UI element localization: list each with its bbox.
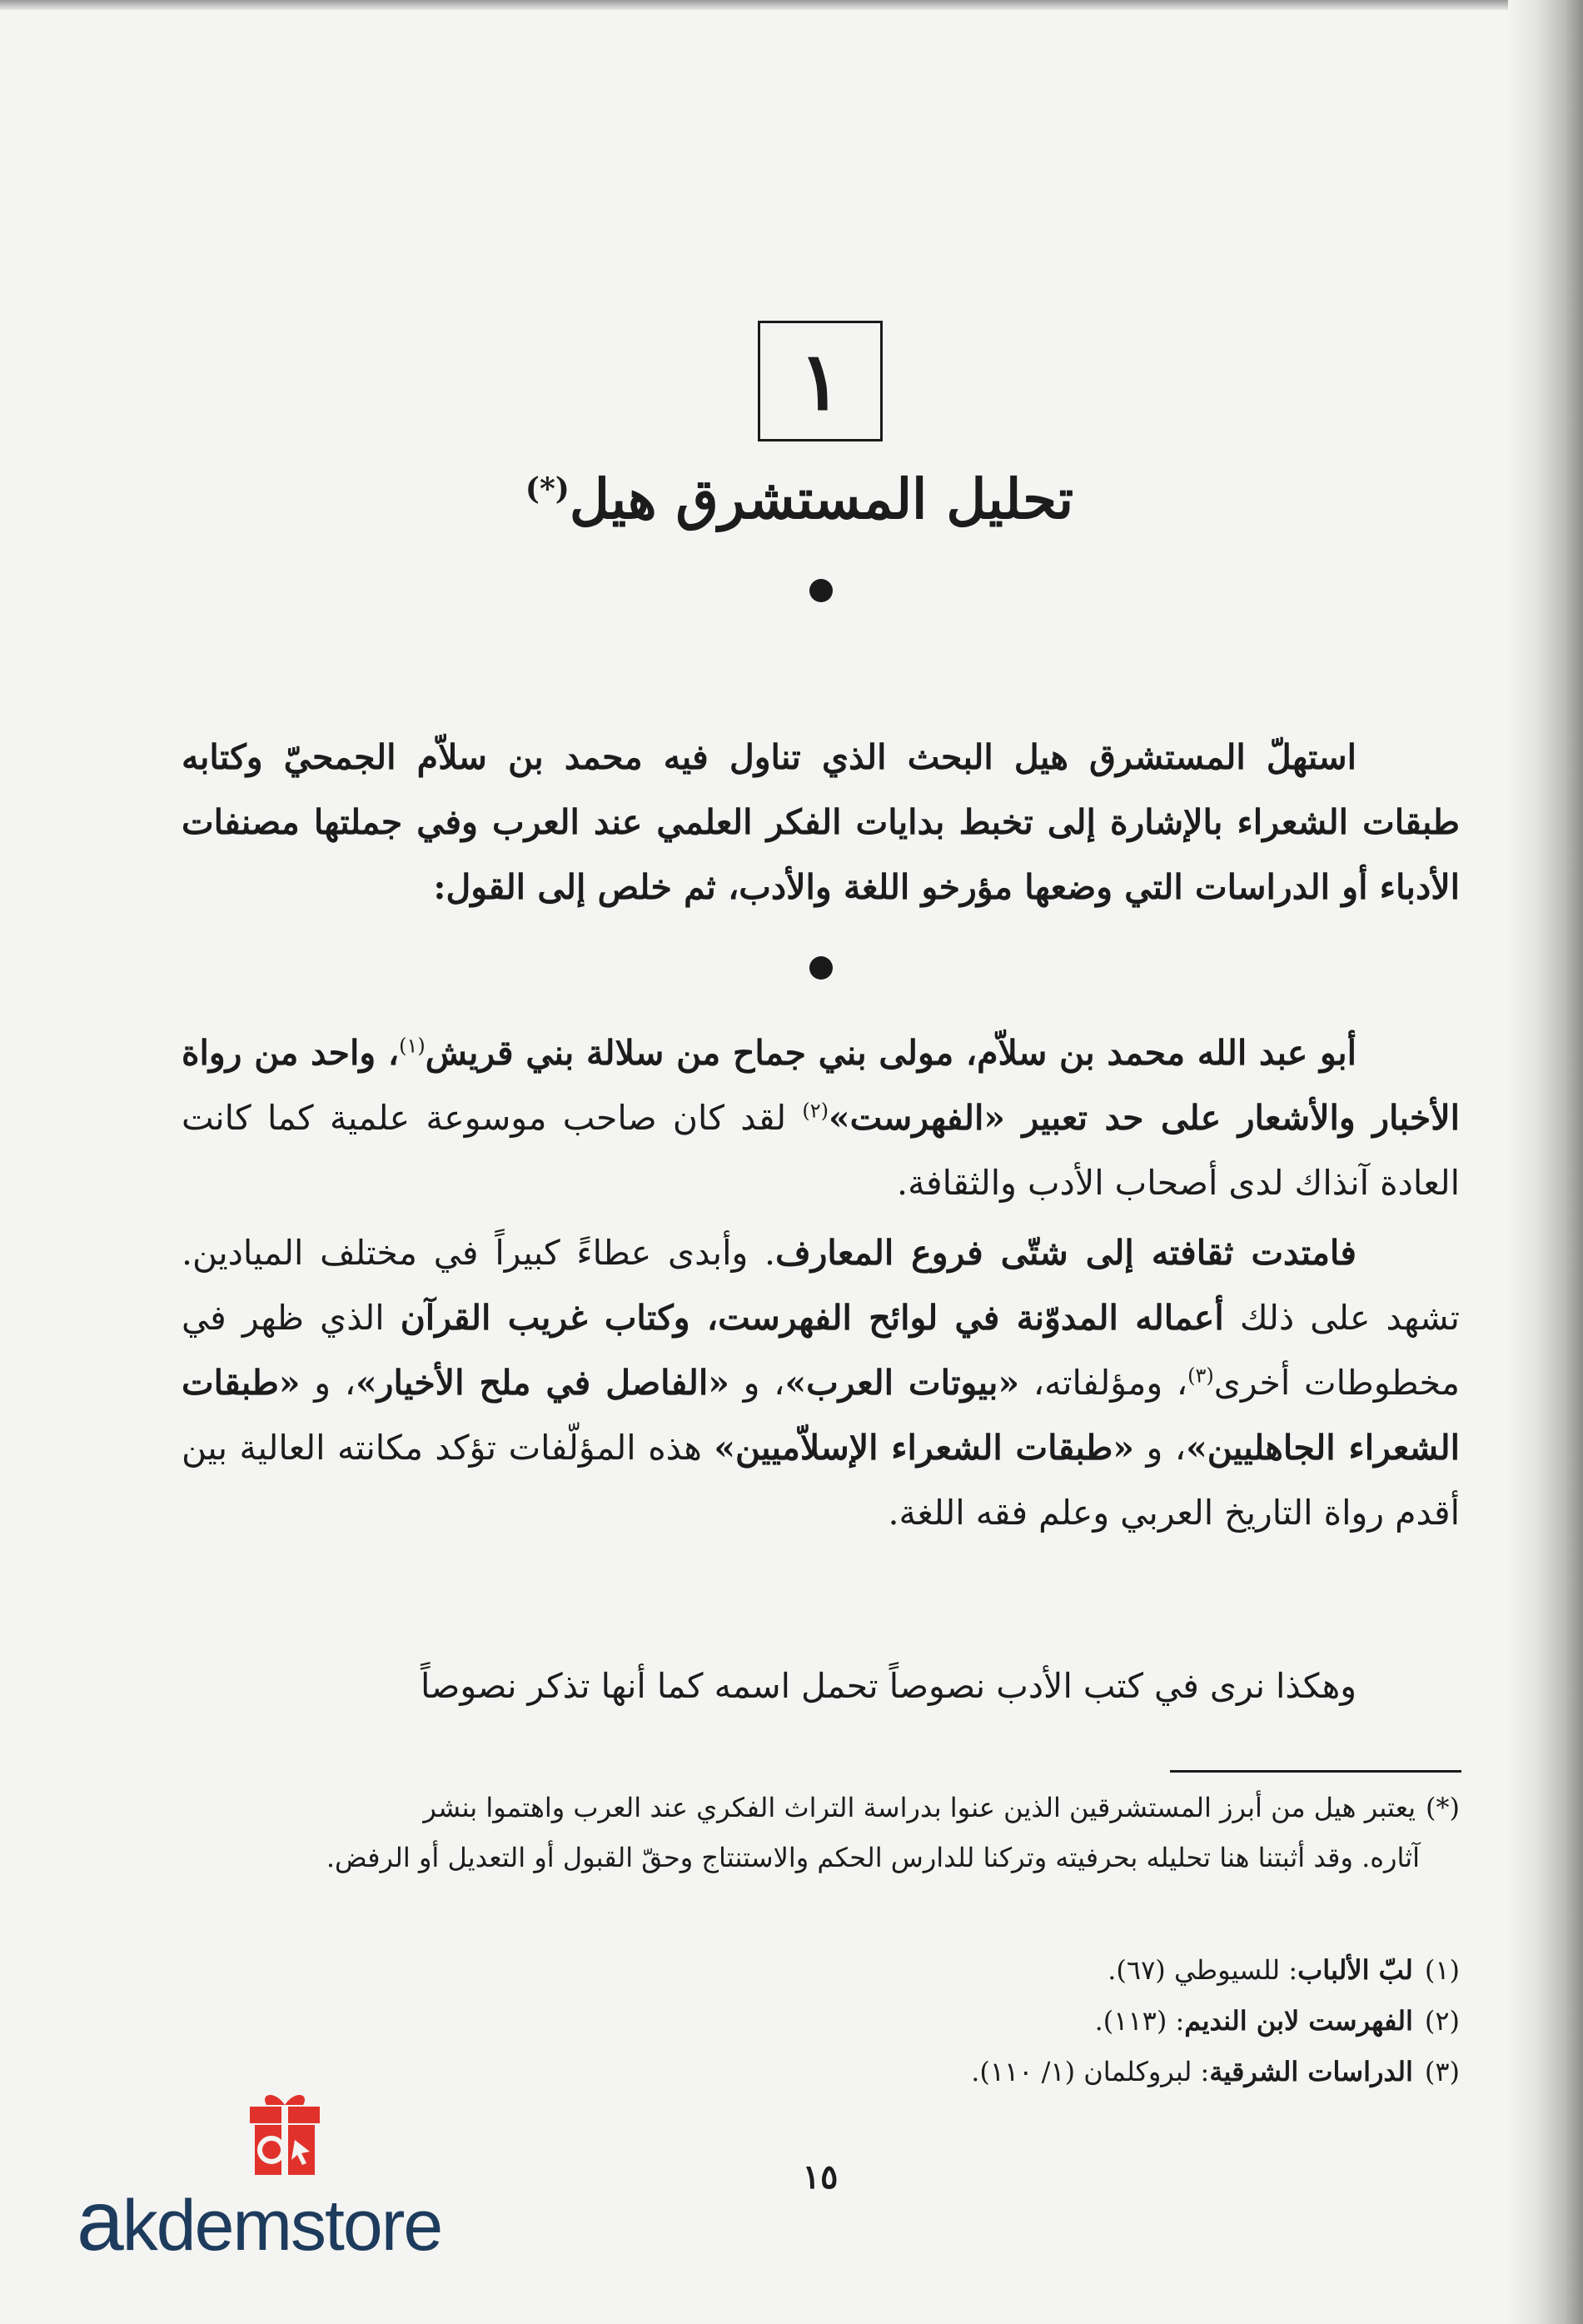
logo-wordmark xyxy=(77,2173,442,2268)
logo-letter-a: a xyxy=(77,2173,122,2268)
footnote-number: (٣) xyxy=(1424,2056,1460,2087)
book-title: «طبقات الشعراء الإسلاّميين» xyxy=(714,1428,1134,1468)
section-dot-ornament xyxy=(809,956,833,980)
text-span: ، و xyxy=(1134,1428,1187,1468)
text-span: أبو عبد الله محمد بن سلاّم، مولى بني جماح من سلالة بني قريش xyxy=(425,1033,1357,1073)
footnote-marker: (*) xyxy=(1426,1792,1460,1823)
footnote-text: : للسيوطي (٦٧). xyxy=(1108,1954,1298,1986)
book-title: «بيوتات العرب» xyxy=(784,1363,1020,1403)
chapter-title-text: تحليل المستشرق هيل xyxy=(569,466,1074,531)
text-span: أعماله المدوّنة في لوائح الفهرست، وكتاب غريب القرآن xyxy=(400,1298,1224,1338)
text-span: ، و xyxy=(300,1363,356,1403)
footnote-number: (٢) xyxy=(1424,2005,1460,2037)
footnote-2 xyxy=(182,1996,1460,2046)
text-span: . وأبدى عطاءً كبيراً في مختلف الميادين. تشهد على ذلك xyxy=(182,1233,1460,1338)
footnote-number: (١) xyxy=(1424,1954,1460,1986)
logo-name: kdemstore xyxy=(122,2186,442,2266)
chapter-number: ١ xyxy=(799,334,842,428)
footnote-text: : لبروكلمان (١/ ١١٠). xyxy=(971,2056,1210,2087)
book-title: «الفاصل في ملح الأخيار» xyxy=(356,1363,729,1403)
text-span: ، واحد من رواة الأخبار والأشعار على حد تعبير «الفهرست» xyxy=(182,1033,1460,1138)
text-span: فامتدت ثقافته إلى شتّى فروع المعارف xyxy=(775,1233,1357,1273)
akdemstore-logo xyxy=(77,2087,510,2268)
footnote-star xyxy=(182,1783,1460,1883)
text-span: هذه المؤلّفات تؤكد مكانته العالية بين أقدم رواة التاريخ العربي وعلم فقه اللغة. xyxy=(182,1428,1460,1533)
body-paragraph-2 xyxy=(182,1220,1460,1545)
chapter-title xyxy=(466,466,1132,532)
body-paragraph-1 xyxy=(182,1020,1460,1215)
book-title: «طبقات الشعراء الجاهليين» xyxy=(182,1363,1460,1468)
chapter-number-box xyxy=(758,321,883,441)
section-dot-ornament xyxy=(809,579,833,602)
footnote-text: يعتبر هيل من أبرز المستشرقين الذين عنوا بدراسة التراث الفكري عند العرب واهتموا بنشر xyxy=(423,1792,1416,1823)
footnote-source: لبّ الألباب xyxy=(1297,1954,1413,1986)
footnote-ref-3: (٣) xyxy=(1187,1364,1214,1388)
footnote-source: الدراسات الشرقية xyxy=(1209,2056,1413,2087)
footnote-ref-1: (١) xyxy=(399,1034,426,1058)
text-span: الذي ظهر في مخطوطات أخرى xyxy=(182,1298,1460,1403)
text-span: ، ومؤلفاته، xyxy=(1019,1363,1188,1403)
footnote-separator xyxy=(1170,1770,1461,1773)
footnote-ref-2: (٢) xyxy=(802,1099,829,1123)
title-footnote-marker: (*) xyxy=(525,471,570,506)
footnote-text-continued: آثاره. وقد أثبتنا هنا تحليله بحرفيته وتركنا للدارس الحكم والاستنتاج وحقّ القبول أو التعديل أو الرفض. xyxy=(326,1842,1420,1873)
footnote-text: : (١١٣). xyxy=(1094,2005,1185,2037)
page-number: ١٥ xyxy=(802,2157,839,2197)
footnote-source: الفهرست لابن النديم xyxy=(1184,2005,1413,2037)
intro-paragraph: استهلّ المستشرق هيل البحث الذي تناول فيه محمد بن سلاّم الجمحيّ وكتابه طبقات الشعراء بالإشارة إلى تخبط بدايات الفكر العلمي عند العرب وفي جملتها مصنفات الأدباء أو الدراسات التي وضعها مؤرخو اللغة والأدب، ثم خلص إلى القول: xyxy=(182,737,1460,907)
text-span: لقد كان صاحب موسوعة علمية كما كانت العادة آنذاك لدى أصحاب الأدب والثقافة. xyxy=(182,1098,1460,1203)
footnote-1 xyxy=(182,1945,1460,1995)
gift-box-icon xyxy=(243,2087,326,2178)
body-paragraph-3: وهكذا نرى في كتب الأدب نصوصاً تحمل اسمه كما أنها تذكر نصوصاً xyxy=(421,1666,1357,1706)
text-span: ، و xyxy=(729,1363,785,1403)
